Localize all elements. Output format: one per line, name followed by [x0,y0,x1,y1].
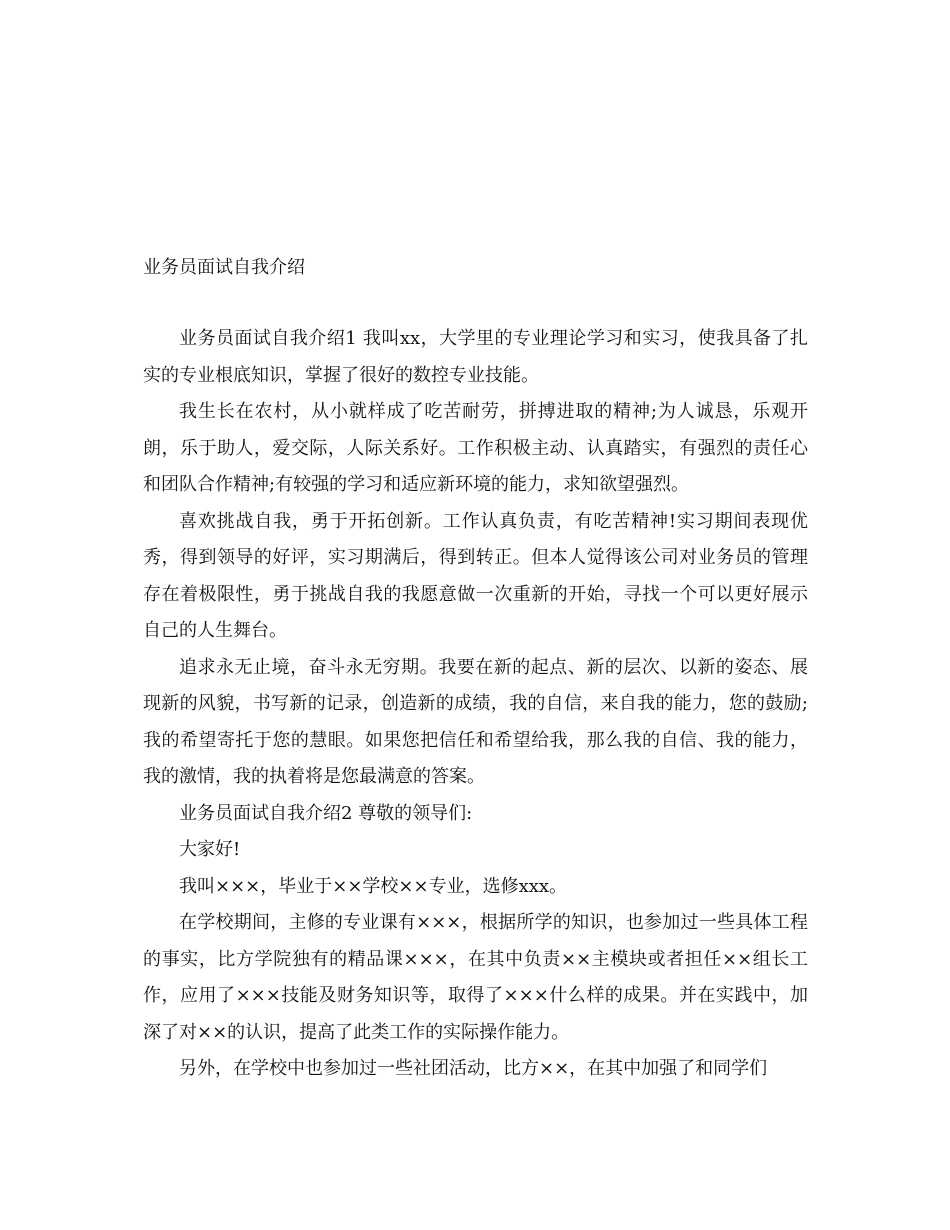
paragraph: 我生长在农村，从小就样成了吃苦耐劳，拼搏进取的精神;为人诚恳，乐观开朗，乐于助人，爱交际，人际关系好。工作积极主动、认真踏实，有强烈的责任心和团队合作精神;有较强的学习和适应新环境的能力，求知欲望强烈。 [143,401,808,495]
paragraph: 喜欢挑战自我，勇于开拓创新。工作认真负责，有吃苦精神!实习期间表现优秀，得到领导的好评，实习期满后，得到转正。但本人觉得该公司对业务员的管理存在着极限性，勇于挑战自我的我愿意做一次重新的开始，寻找一个可以更好展示自己的人生舞台。 [143,510,808,641]
paragraph: 在学校期间，主修的专业课有×××，根据所学的知识，也参加过一些具体工程的事实，比方学院独有的精品课×××，在其中负责××主模块或者担任××组长工作，应用了×××技能及财务知识等，取得了×××什么样的成果。并在实践中，加深了对××的认识，提高了此类工作的实际操作能力。 [143,912,808,1043]
paragraph: 大家好! [179,839,241,860]
page-title: 业务员面试自我介绍 [143,257,305,278]
paragraph: 业务员面试自我介绍2 尊敬的领导们: [179,802,473,824]
paragraph: 另外，在学校中也参加过一些社团活动，比方××，在其中加强了和同学们 [179,1058,768,1079]
paragraph: 业务员面试自我介绍1 我叫xx，大学里的专业理论学习和实习，使我具备了扎实的专业根底知识，掌握了很好的数控专业技能。 [143,328,808,386]
paragraph: 我叫×××，毕业于××学校××专业，选修xxx。 [179,875,568,897]
paragraph: 追求永无止境，奋斗永无穷期。我要在新的起点、新的层次、以新的姿态、展现新的风貌，书写新的记录，创造新的成绩，我的自信，来自我的能力，您的鼓励;我的希望寄托于您的慧眼。如果您把信任和希望给我，那么我的自信、我的能力，我的激情，我的执着将是您最满意的答案。 [143,656,808,787]
document-body [143,321,808,1088]
